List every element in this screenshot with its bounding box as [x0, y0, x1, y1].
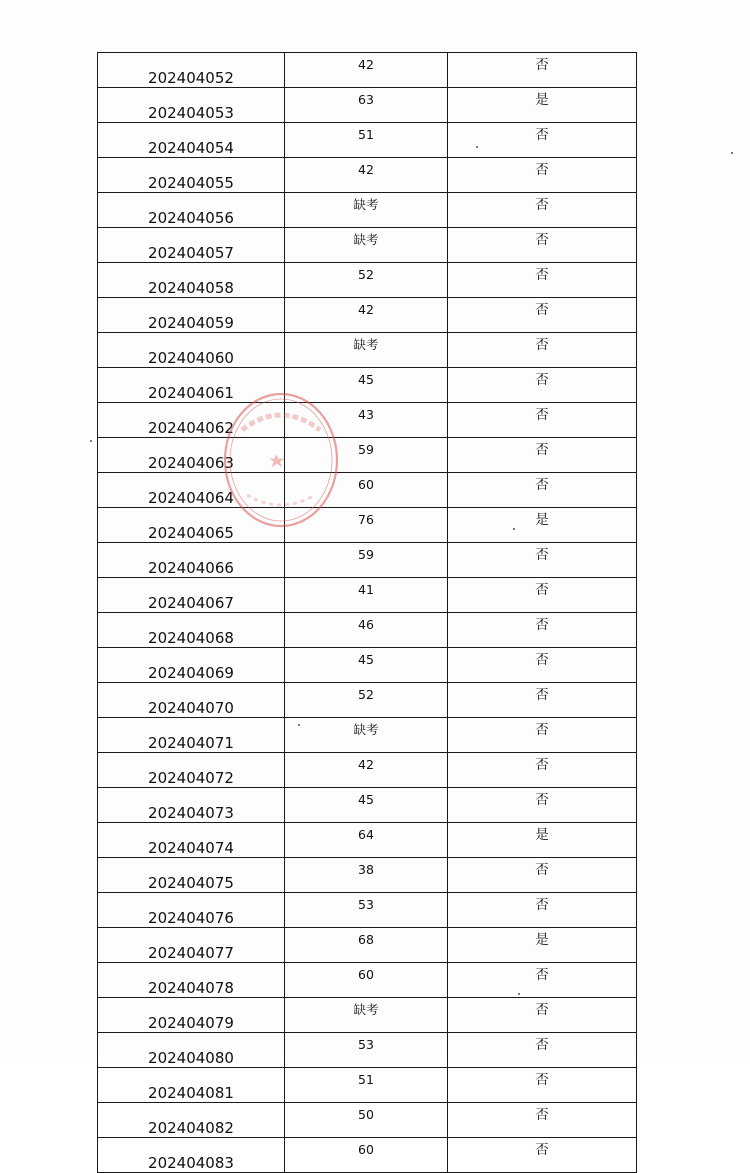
pass-status-cell: 否 [448, 543, 637, 578]
score-cell: 缺考 [285, 228, 448, 263]
pass-status-cell: 否 [448, 123, 637, 158]
table-row [98, 473, 637, 508]
score-cell: 缺考 [285, 193, 448, 228]
pass-status-cell: 否 [448, 403, 637, 438]
table-row [98, 683, 637, 718]
candidate-id-cell: 202404077 [98, 928, 285, 963]
score-cell: 63 [285, 88, 448, 123]
results-table [97, 52, 637, 1173]
candidate-id-cell: 202404083 [98, 1138, 285, 1173]
table-row [98, 403, 637, 438]
pass-status-cell: 否 [448, 753, 637, 788]
candidate-id-cell: 202404064 [98, 473, 285, 508]
pass-status-cell: 否 [448, 298, 637, 333]
table-row [98, 928, 637, 963]
pass-status-cell: 否 [448, 648, 637, 683]
score-cell: 41 [285, 578, 448, 613]
candidate-id-cell: 202404060 [98, 333, 285, 368]
pass-status-cell: 否 [448, 578, 637, 613]
candidate-id-cell: 202404071 [98, 718, 285, 753]
pass-status-cell: 否 [448, 998, 637, 1033]
pass-status-cell: 否 [448, 53, 637, 88]
scan-speck [731, 152, 733, 154]
candidate-id-cell: 202404056 [98, 193, 285, 228]
pass-status-cell: 否 [448, 1033, 637, 1068]
score-cell: 60 [285, 1138, 448, 1173]
candidate-id-cell: 202404079 [98, 998, 285, 1033]
score-cell: 42 [285, 298, 448, 333]
score-cell: 51 [285, 1068, 448, 1103]
score-cell: 76 [285, 508, 448, 543]
candidate-id-cell: 202404053 [98, 88, 285, 123]
candidate-id-cell: 202404054 [98, 123, 285, 158]
candidate-id-cell: 202404078 [98, 963, 285, 998]
pass-status-cell: 否 [448, 683, 637, 718]
candidate-id-cell: 202404066 [98, 543, 285, 578]
score-cell: 43 [285, 403, 448, 438]
candidate-id-cell: 202404074 [98, 823, 285, 858]
candidate-id-cell: 202404075 [98, 858, 285, 893]
table-row [98, 123, 637, 158]
score-cell: 45 [285, 648, 448, 683]
table-row [98, 613, 637, 648]
score-cell: 45 [285, 368, 448, 403]
pass-status-cell: 否 [448, 858, 637, 893]
pass-status-cell: 否 [448, 158, 637, 193]
score-cell: 46 [285, 613, 448, 648]
score-cell: 59 [285, 438, 448, 473]
candidate-id-cell: 202404068 [98, 613, 285, 648]
pass-status-cell: 是 [448, 88, 637, 123]
candidate-id-cell: 202404061 [98, 368, 285, 403]
table-row [98, 1138, 637, 1173]
table-row [98, 333, 637, 368]
table-row [98, 438, 637, 473]
table-row [98, 228, 637, 263]
table-row [98, 1033, 637, 1068]
candidate-id-cell: 202404058 [98, 263, 285, 298]
score-cell: 64 [285, 823, 448, 858]
table-row [98, 998, 637, 1033]
candidate-id-cell: 202404057 [98, 228, 285, 263]
table-row [98, 823, 637, 858]
pass-status-cell: 否 [448, 613, 637, 648]
table-row [98, 158, 637, 193]
pass-status-cell: 是 [448, 928, 637, 963]
pass-status-cell: 否 [448, 473, 637, 508]
table-row [98, 963, 637, 998]
score-cell: 42 [285, 158, 448, 193]
candidate-id-cell: 202404076 [98, 893, 285, 928]
candidate-id-cell: 202404063 [98, 438, 285, 473]
candidate-id-cell: 202404070 [98, 683, 285, 718]
score-cell: 53 [285, 1033, 448, 1068]
pass-status-cell: 否 [448, 263, 637, 298]
table-row [98, 788, 637, 823]
score-cell: 52 [285, 683, 448, 718]
table-row [98, 53, 637, 88]
table-row [98, 298, 637, 333]
results-table-body [98, 53, 637, 1173]
scan-speck [298, 724, 300, 726]
pass-status-cell: 否 [448, 228, 637, 263]
pass-status-cell: 否 [448, 368, 637, 403]
score-cell: 缺考 [285, 718, 448, 753]
scan-speck [476, 146, 478, 148]
pass-status-cell: 否 [448, 1138, 637, 1173]
table-row [98, 368, 637, 403]
candidate-id-cell: 202404082 [98, 1103, 285, 1138]
score-cell: 42 [285, 753, 448, 788]
table-row [98, 1068, 637, 1103]
pass-status-cell: 否 [448, 193, 637, 228]
candidate-id-cell: 202404067 [98, 578, 285, 613]
score-cell: 52 [285, 263, 448, 298]
table-row [98, 193, 637, 228]
candidate-id-cell: 202404073 [98, 788, 285, 823]
candidate-id-cell: 202404055 [98, 158, 285, 193]
score-cell: 45 [285, 788, 448, 823]
score-cell: 51 [285, 123, 448, 158]
score-cell: 缺考 [285, 998, 448, 1033]
scan-speck [513, 528, 515, 530]
table-row [98, 648, 637, 683]
table-row [98, 858, 637, 893]
table-row [98, 263, 637, 298]
scan-speck [90, 440, 92, 442]
pass-status-cell: 否 [448, 788, 637, 823]
candidate-id-cell: 202404052 [98, 53, 285, 88]
pass-status-cell: 否 [448, 963, 637, 998]
table-row [98, 718, 637, 753]
candidate-id-cell: 202404069 [98, 648, 285, 683]
candidate-id-cell: 202404059 [98, 298, 285, 333]
table-row [98, 543, 637, 578]
score-cell: 59 [285, 543, 448, 578]
pass-status-cell: 否 [448, 333, 637, 368]
pass-status-cell: 是 [448, 823, 637, 858]
score-cell: 60 [285, 963, 448, 998]
table-row [98, 88, 637, 123]
pass-status-cell: 是 [448, 508, 637, 543]
table-row [98, 578, 637, 613]
score-cell: 38 [285, 858, 448, 893]
pass-status-cell: 否 [448, 1103, 637, 1138]
candidate-id-cell: 202404080 [98, 1033, 285, 1068]
table-row [98, 893, 637, 928]
table-row [98, 1103, 637, 1138]
pass-status-cell: 否 [448, 718, 637, 753]
score-cell: 缺考 [285, 333, 448, 368]
candidate-id-cell: 202404065 [98, 508, 285, 543]
candidate-id-cell: 202404081 [98, 1068, 285, 1103]
table-row [98, 508, 637, 543]
table-row [98, 753, 637, 788]
scan-speck [518, 993, 520, 995]
candidate-id-cell: 202404072 [98, 753, 285, 788]
score-cell: 68 [285, 928, 448, 963]
score-cell: 50 [285, 1103, 448, 1138]
score-cell: 60 [285, 473, 448, 508]
pass-status-cell: 否 [448, 438, 637, 473]
candidate-id-cell: 202404062 [98, 403, 285, 438]
pass-status-cell: 否 [448, 1068, 637, 1103]
pass-status-cell: 否 [448, 893, 637, 928]
score-cell: 53 [285, 893, 448, 928]
score-cell: 42 [285, 53, 448, 88]
